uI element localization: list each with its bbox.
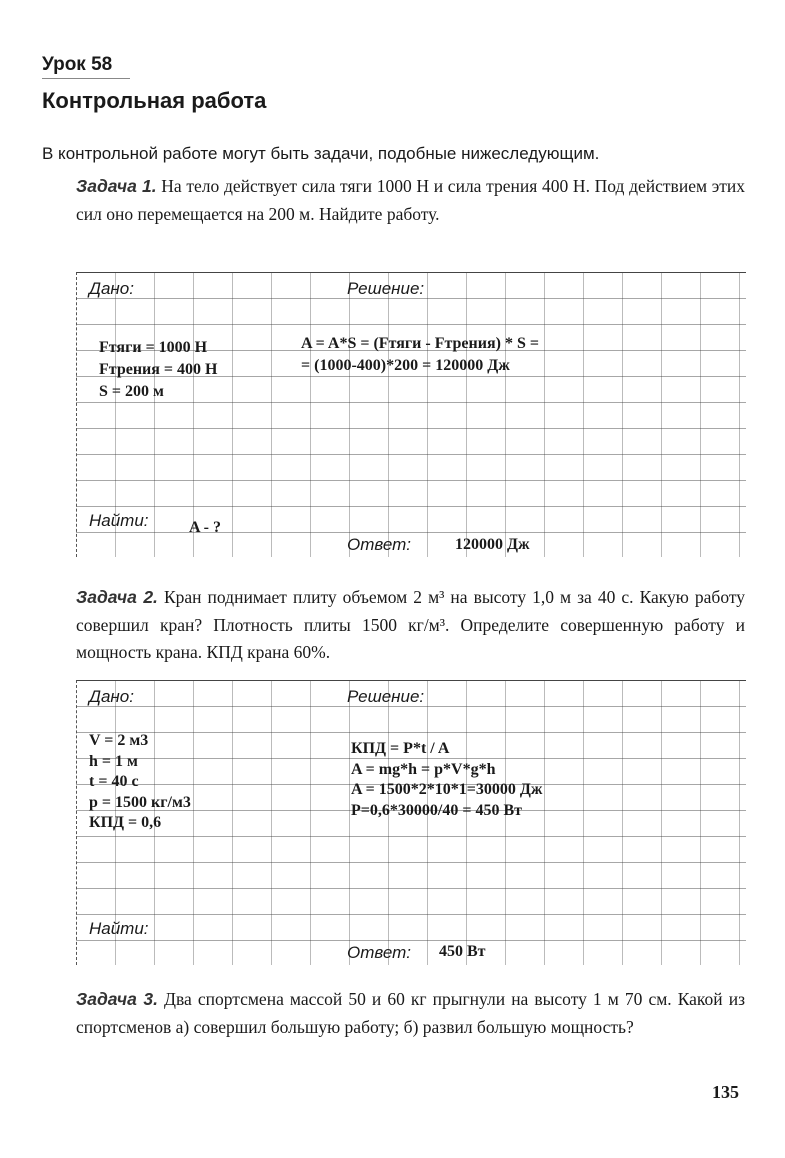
task-2-label: Задача 2. [76,587,158,607]
solution-label: Решение: [347,687,425,706]
lesson-number: Урок 58 [42,54,130,79]
given-item: S = 200 м [99,383,164,400]
task-3-text [76,986,745,1041]
solution-line: A = mg*h = p*V*g*h [351,760,496,778]
answer-value: 450 Вт [439,943,486,960]
given-item: t = 40 с [89,773,139,790]
solution-line: КПД = P*t / A [351,740,450,757]
solution-lines [301,333,539,377]
solution-line: = (1000-400)*200 = 120000 Дж [301,357,510,374]
find-label: Найти: [89,511,149,530]
given-item: Fтяги = 1000 Н [99,339,208,356]
task-1-body: На тело действует сила тяги 1000 Н и сила трения 400 Н. Под действием этих сил оно перемещается на 200 м. Найдите работу. [76,176,745,224]
solution-line: P=0,6*30000/40 = 450 Вт [351,801,522,819]
solution-line: A = A*S = (Fтяги - Fтрения) * S = [301,335,539,352]
task-2-body: Кран поднимает плиту объемом 2 м³ на высоту 1,0 м за 40 с. Какую работу совершил кран? Плотность плиты 1500 кг/м³. Определите совершенную работу и мощность крана. КПД крана 60%. [76,587,745,662]
task-1-answer-grid [76,272,746,557]
given-label: Дано: [89,687,134,706]
given-item: p = 1500 кг/м3 [89,793,191,811]
solution-lines [351,739,543,821]
page-number: 135 [712,1082,739,1102]
given-item: КПД = 0,6 [89,814,162,831]
answer-label: Ответ: [347,943,412,962]
solution-label: Решение: [347,279,425,298]
task-2-text [76,584,745,667]
given-item: h = 1 м [89,752,138,770]
given-item: Fтрения = 400 Н [99,361,218,378]
answer-label: Ответ: [347,535,412,554]
given-list [89,731,191,834]
given-item: V = 2 м3 [89,732,149,749]
task-1-label: Задача 1. [76,176,157,196]
task-3-body: Два спортсмена массой 50 и 60 кг прыгнули на высоту 1 м 70 см. Какой из спортсменов а) совершил большую работу; б) развил большую мощность? [76,989,745,1037]
intro-text: В контрольной работе могут быть задачи, подобные нижеследующим. [42,144,600,163]
find-value: A - ? [189,519,221,536]
given-list [99,337,217,403]
find-label: Найти: [89,919,149,938]
task-1-text [76,173,745,228]
given-label: Дано: [89,279,134,298]
task-3-label: Задача 3. [76,989,158,1009]
solution-line: A = 1500*2*10*1=30000 Дж [351,781,543,798]
answer-value: 120000 Дж [455,536,530,553]
page-title: Контрольная работа [42,88,267,113]
task-2-answer-grid [76,680,746,965]
